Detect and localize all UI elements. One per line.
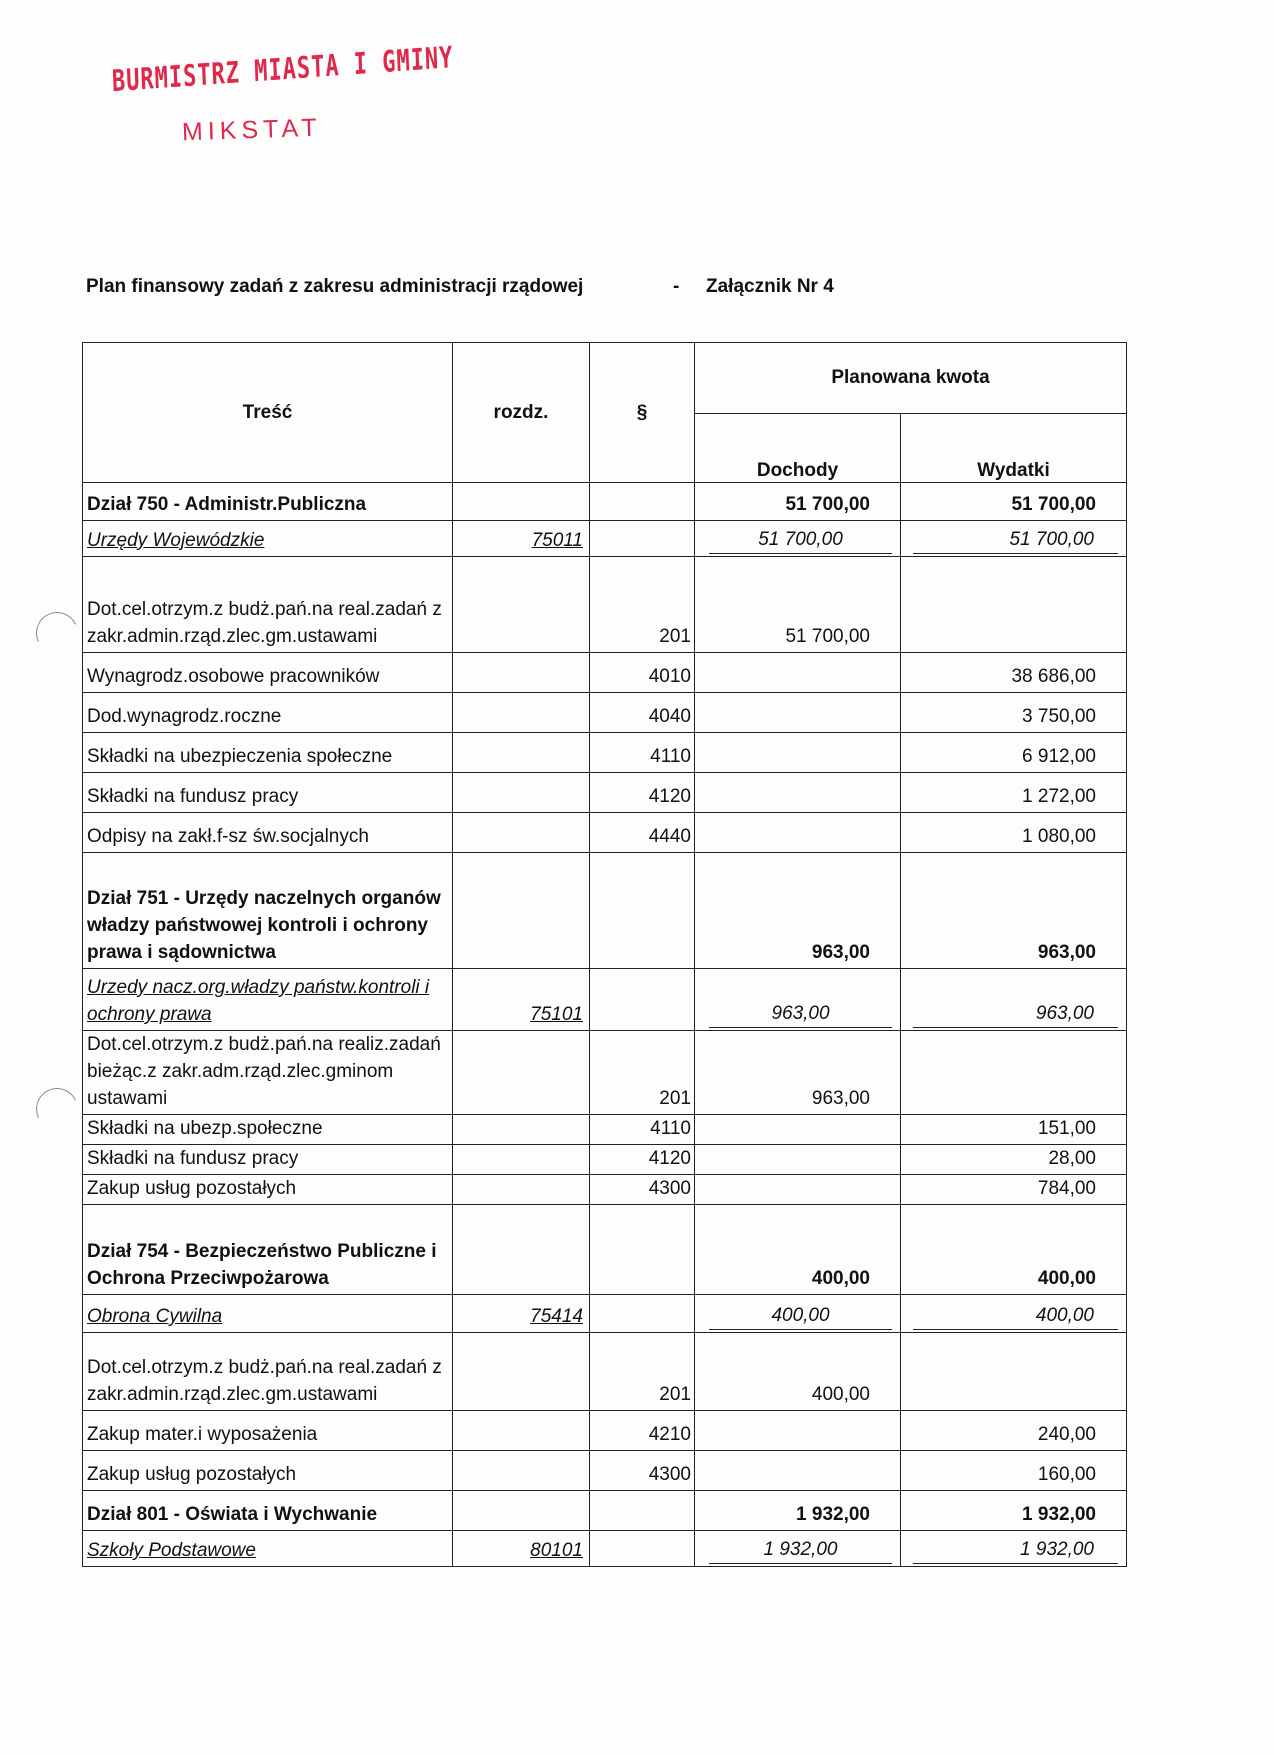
cell-tresc-text: Dot.cel.otrzym.z budż.pań.na realiz.zadań bieżąc.z zakr.adm.rząd.zlec.gminom ustawami: [87, 1034, 441, 1109]
cell-paragraf: [590, 1205, 695, 1295]
cell-dochody: [695, 1333, 901, 1411]
table-row-dzial: [83, 1205, 1127, 1295]
table-row: [83, 693, 1127, 733]
cell-wydatki: [901, 773, 1127, 813]
cell-paragraf: [590, 521, 695, 557]
margin-mark: [30, 606, 84, 660]
cell-wydatki-text: 1 932,00: [1022, 1504, 1096, 1525]
cell-paragraf: [590, 1145, 695, 1175]
cell-dochody: [695, 1145, 901, 1175]
cell-paragraf: [590, 853, 695, 969]
cell-rozdzial-text: 75011: [531, 530, 583, 551]
cell-wydatki: [901, 1175, 1127, 1205]
cell-tresc: [83, 1205, 453, 1295]
cell-tresc-text: Zakup usług pozostałych: [87, 1464, 297, 1485]
document-title: Plan finansowy zadań z zakresu administracji rządowej: [86, 276, 584, 297]
cell-paragraf: [590, 733, 695, 773]
cell-tresc-text: Dział 750 - Administr.Publiczna: [87, 494, 367, 515]
cell-tresc-text: Składki na ubezpieczenia społeczne: [87, 746, 393, 767]
cell-dochody: [695, 1115, 901, 1145]
cell-rozdzial: [453, 1145, 590, 1175]
cell-tresc-text: Dot.cel.otrzym.z budż.pań.na real.zadań z zakr.admin.rząd.zlec.gm.ustawami: [87, 599, 442, 647]
cell-rozdzial-text: 80101: [530, 1540, 583, 1561]
cell-wydatki-text: 240,00: [1037, 1424, 1096, 1445]
cell-paragraf-text: 4110: [650, 1118, 691, 1139]
official-stamp: [111, 41, 455, 147]
cell-rozdzial: [453, 1115, 590, 1145]
cell-tresc: [83, 1145, 453, 1175]
cell-rozdzial-text: 75414: [530, 1306, 583, 1327]
table-row: [83, 813, 1127, 853]
cell-wydatki: [901, 1491, 1127, 1531]
cell-wydatki-text: 160,00: [1037, 1464, 1096, 1485]
cell-paragraf-text: 4110: [650, 746, 691, 767]
cell-wydatki: [901, 1295, 1127, 1333]
cell-wydatki-text: 963,00: [1037, 942, 1096, 963]
cell-paragraf: [590, 1115, 695, 1145]
cell-tresc-text: Urzedy nacz.org.władzy państw.kontroli i ochrony prawa: [87, 977, 430, 1025]
cell-dochody: [695, 693, 901, 733]
cell-wydatki: [901, 521, 1127, 557]
cell-tresc: [83, 1411, 453, 1451]
cell-tresc: [83, 1031, 453, 1115]
cell-wydatki: [901, 733, 1127, 773]
cell-tresc: [83, 653, 453, 693]
cell-dochody: [695, 733, 901, 773]
cell-dochody-text: 963,00: [811, 1088, 870, 1109]
table-row-dzial: [83, 853, 1127, 969]
cell-paragraf: [590, 1411, 695, 1451]
attachment-label: Załącznik Nr 4: [706, 276, 834, 297]
cell-wydatki-text: 1 080,00: [1022, 826, 1096, 847]
cell-dochody-text: 51 700,00: [785, 494, 870, 515]
cell-tresc: [83, 483, 453, 521]
margin-mark: [30, 1082, 84, 1136]
cell-tresc: [83, 1451, 453, 1491]
cell-paragraf: [590, 1531, 695, 1567]
financial-plan-table: [82, 342, 1127, 1567]
cell-dochody-text: 963,00: [709, 1000, 892, 1028]
cell-dochody: [695, 1205, 901, 1295]
cell-rozdzial: [453, 773, 590, 813]
cell-wydatki: [901, 483, 1127, 521]
header-wydatki: Wydatki: [901, 414, 1127, 483]
cell-tresc-text: Składki na fundusz pracy: [87, 1148, 299, 1169]
cell-paragraf: [590, 653, 695, 693]
cell-dochody: [695, 969, 901, 1031]
cell-paragraf: [590, 1175, 695, 1205]
table-row-rozdzial: [83, 1295, 1127, 1333]
cell-tresc: [83, 1115, 453, 1145]
cell-paragraf-text: 4010: [648, 666, 691, 687]
table-row-dzial: [83, 1491, 1127, 1531]
cell-tresc-text: Dział 801 - Oświata i Wychwanie: [87, 1504, 378, 1525]
table-row: [83, 1175, 1127, 1205]
cell-tresc-text: Szkoły Podstawowe: [87, 1540, 256, 1561]
cell-paragraf: [590, 557, 695, 653]
cell-dochody-text: 400,00: [811, 1268, 870, 1289]
cell-paragraf: [590, 1031, 695, 1115]
cell-wydatki-text: 28,00: [1048, 1148, 1096, 1169]
cell-rozdzial: [453, 1491, 590, 1531]
cell-rozdzial-text: 75101: [530, 1004, 583, 1025]
cell-rozdzial: [453, 1531, 590, 1567]
cell-dochody: [695, 773, 901, 813]
cell-tresc-text: Wynagrodz.osobowe pracowników: [87, 666, 380, 687]
cell-paragraf: [590, 1333, 695, 1411]
cell-paragraf-text: 4210: [648, 1424, 691, 1445]
cell-dochody: [695, 1451, 901, 1491]
cell-dochody: [695, 653, 901, 693]
table-row: [83, 1115, 1127, 1145]
cell-paragraf: [590, 1295, 695, 1333]
cell-dochody-text: 51 700,00: [709, 526, 892, 554]
cell-tresc: [83, 557, 453, 653]
cell-dochody-text: 51 700,00: [785, 626, 870, 647]
header-tresc: Treść: [83, 343, 453, 483]
table-row-rozdzial: [83, 1531, 1127, 1567]
cell-wydatki-text: 6 912,00: [1022, 746, 1096, 767]
cell-wydatki: [901, 969, 1127, 1031]
cell-rozdzial: [453, 557, 590, 653]
cell-rozdzial: [453, 1031, 590, 1115]
cell-wydatki: [901, 653, 1127, 693]
cell-rozdzial: [453, 1333, 590, 1411]
cell-wydatki-text: 784,00: [1037, 1178, 1096, 1199]
cell-paragraf-text: 201: [659, 1088, 691, 1109]
cell-dochody-text: 400,00: [709, 1302, 892, 1330]
cell-tresc: [83, 1175, 453, 1205]
cell-rozdzial: [453, 853, 590, 969]
cell-paragraf: [590, 813, 695, 853]
cell-tresc-text: Obrona Cywilna: [87, 1306, 223, 1327]
cell-dochody: [695, 521, 901, 557]
heading-separator: -: [673, 276, 680, 297]
cell-wydatki: [901, 1145, 1127, 1175]
cell-rozdzial: [453, 653, 590, 693]
cell-wydatki-text: 3 750,00: [1022, 706, 1096, 727]
cell-tresc: [83, 1491, 453, 1531]
cell-paragraf: [590, 693, 695, 733]
header-dochody: Dochody: [695, 414, 901, 483]
table-row: [83, 653, 1127, 693]
cell-dochody: [695, 1175, 901, 1205]
cell-tresc: [83, 693, 453, 733]
cell-tresc: [83, 1295, 453, 1333]
cell-tresc-text: Zakup usług pozostałych: [87, 1178, 297, 1199]
cell-wydatki-text: 400,00: [913, 1302, 1118, 1330]
cell-rozdzial: [453, 1295, 590, 1333]
cell-dochody: [695, 557, 901, 653]
cell-tresc-text: Dział 754 - Bezpieczeństwo Publiczne i Ochrona Przeciwpożarowa: [87, 1241, 437, 1289]
cell-rozdzial: [453, 969, 590, 1031]
cell-paragraf-text: 4120: [648, 786, 691, 807]
header-planowana-kwota: Planowana kwota: [695, 343, 1127, 414]
cell-wydatki: [901, 1205, 1127, 1295]
cell-tresc-text: Składki na ubezp.społeczne: [87, 1118, 323, 1139]
cell-tresc: [83, 773, 453, 813]
cell-rozdzial: [453, 521, 590, 557]
cell-wydatki: [901, 1115, 1127, 1145]
cell-wydatki-text: 51 700,00: [1011, 494, 1096, 515]
cell-tresc-text: Składki na fundusz pracy: [87, 786, 299, 807]
cell-tresc-text: Odpisy na zakł.f-sz św.socjalnych: [87, 826, 369, 847]
cell-rozdzial: [453, 693, 590, 733]
cell-wydatki-text: 400,00: [1037, 1268, 1096, 1289]
table-row: [83, 1451, 1127, 1491]
cell-dochody-text: 963,00: [811, 942, 870, 963]
cell-dochody-text: 1 932,00: [709, 1536, 892, 1564]
cell-wydatki-text: 51 700,00: [913, 526, 1118, 554]
cell-wydatki-text: 1 272,00: [1022, 786, 1096, 807]
cell-dochody: [695, 1295, 901, 1333]
cell-wydatki: [901, 1531, 1127, 1567]
cell-wydatki: [901, 1411, 1127, 1451]
cell-dochody: [695, 1531, 901, 1567]
cell-paragraf-text: 4440: [648, 826, 691, 847]
table-row: [83, 1031, 1127, 1115]
table-row-rozdzial: [83, 969, 1127, 1031]
cell-rozdzial: [453, 733, 590, 773]
cell-dochody-text: 1 932,00: [796, 1504, 870, 1525]
cell-paragraf-text: 4040: [648, 706, 691, 727]
cell-rozdzial: [453, 483, 590, 521]
cell-paragraf: [590, 773, 695, 813]
cell-wydatki: [901, 1451, 1127, 1491]
cell-dochody: [695, 483, 901, 521]
table-row: [83, 1145, 1127, 1175]
cell-tresc-text: Dział 751 - Urzędy naczelnych organów władzy państwowej kontroli i ochrony prawa i sądownictwa: [87, 888, 441, 963]
cell-wydatki-text: 963,00: [913, 1000, 1118, 1028]
cell-paragraf-text: 4300: [648, 1464, 691, 1485]
cell-dochody: [695, 1031, 901, 1115]
cell-paragraf: [590, 1491, 695, 1531]
cell-tresc-text: Urzędy Wojewódzkie: [87, 530, 265, 551]
cell-wydatki: [901, 1333, 1127, 1411]
cell-tresc: [83, 1333, 453, 1411]
header-paragraf: §: [590, 343, 695, 483]
cell-tresc: [83, 813, 453, 853]
table-row: [83, 733, 1127, 773]
table-row: [83, 1411, 1127, 1451]
cell-tresc: [83, 521, 453, 557]
table-row: [83, 773, 1127, 813]
cell-wydatki: [901, 813, 1127, 853]
cell-tresc-text: Dod.wynagrodz.roczne: [87, 706, 282, 727]
cell-dochody: [695, 1491, 901, 1531]
cell-rozdzial: [453, 813, 590, 853]
cell-paragraf-text: 201: [659, 626, 691, 647]
cell-wydatki: [901, 853, 1127, 969]
stamp-line-1: BURMISTRZ MIASTA I GMINY: [111, 41, 455, 100]
cell-paragraf: [590, 969, 695, 1031]
cell-tresc: [83, 853, 453, 969]
cell-tresc: [83, 1531, 453, 1567]
cell-dochody-text: 400,00: [811, 1384, 870, 1405]
cell-tresc: [83, 969, 453, 1031]
cell-paragraf-text: 4120: [648, 1148, 691, 1169]
cell-wydatki-text: 38 686,00: [1011, 666, 1096, 687]
table-row: [83, 557, 1127, 653]
cell-tresc-text: Zakup mater.i wyposażenia: [87, 1424, 318, 1445]
cell-dochody: [695, 853, 901, 969]
cell-paragraf-text: 4300: [648, 1178, 691, 1199]
cell-paragraf: [590, 1451, 695, 1491]
cell-paragraf: [590, 483, 695, 521]
cell-wydatki-text: 1 932,00: [913, 1536, 1118, 1564]
cell-dochody: [695, 1411, 901, 1451]
table-row: [83, 1333, 1127, 1411]
cell-rozdzial: [453, 1175, 590, 1205]
cell-wydatki-text: 151,00: [1037, 1118, 1096, 1139]
stamp-line-2: MIKSTAT: [181, 113, 323, 147]
table-row-dzial: [83, 483, 1127, 521]
cell-wydatki: [901, 693, 1127, 733]
cell-paragraf-text: 201: [659, 1384, 691, 1405]
cell-wydatki: [901, 1031, 1127, 1115]
cell-tresc-text: Dot.cel.otrzym.z budż.pań.na real.zadań z zakr.admin.rząd.zlec.gm.ustawami: [87, 1357, 442, 1405]
cell-wydatki: [901, 557, 1127, 653]
cell-rozdzial: [453, 1411, 590, 1451]
cell-rozdzial: [453, 1205, 590, 1295]
table-row-rozdzial: [83, 521, 1127, 557]
cell-dochody: [695, 813, 901, 853]
cell-tresc: [83, 733, 453, 773]
cell-rozdzial: [453, 1451, 590, 1491]
document-heading: [86, 276, 834, 298]
header-rozdzial: rozdz.: [453, 343, 590, 483]
